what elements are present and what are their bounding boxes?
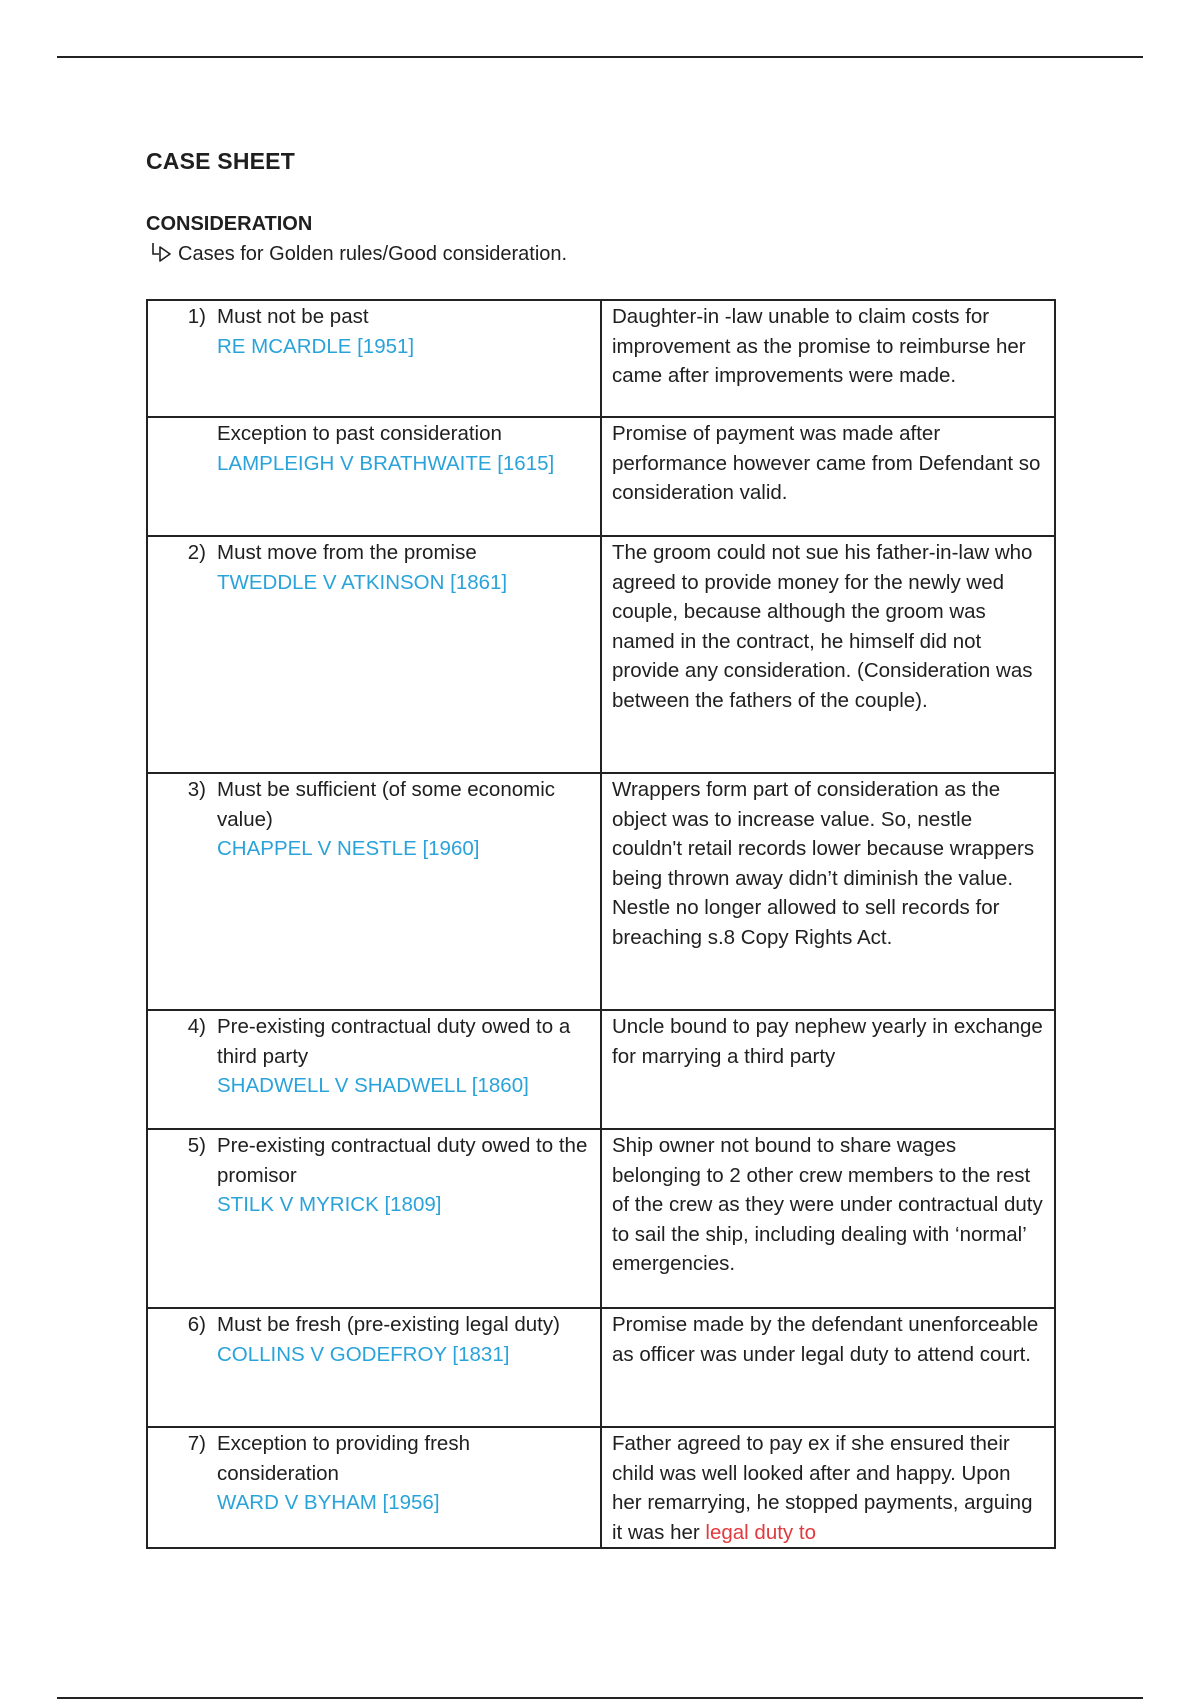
case-description: Promise made by the defendant unenforceable as officer was under legal duty to attend court. <box>612 1313 1039 1366</box>
row-number: 1) <box>187 305 206 328</box>
description-cell <box>601 417 1055 536</box>
rule-text: Must be sufficient (of some economic value) <box>217 778 556 831</box>
case-description: The groom could not sue his father-in-law who agreed to provide money for the newly wed couple, because although the groom was named in the contract, he himself did not provide any consideration. (Consideration was between the fathers of the couple). <box>612 541 1033 712</box>
rule-text: Must be fresh (pre-existing legal duty) <box>217 1313 560 1336</box>
return-arrow-icon <box>150 242 176 266</box>
rule-cell <box>147 1010 601 1129</box>
case-description: Ship owner not bound to share wages belonging to 2 other crew members to the rest of the crew as they were under contractual duty to sail the ship, including dealing with ‘normal’ emergencies. <box>612 1134 1043 1275</box>
row-number <box>148 419 217 478</box>
section-heading: CONSIDERATION <box>146 213 313 235</box>
description-cell <box>601 773 1055 1010</box>
table-row <box>147 417 1055 536</box>
subheading-note <box>150 242 567 266</box>
case-name: STILK V MYRICK [1809] <box>217 1193 442 1216</box>
rule-cell <box>147 1308 601 1427</box>
case-description: Father agreed to pay ex if she ensured their child was well looked after and happy. Upon her remarrying, he stopped payments, arguing it was her <box>612 1432 1033 1544</box>
description-cell <box>601 1010 1055 1129</box>
description-cell <box>601 1129 1055 1308</box>
case-name: CHAPPEL V NESTLE [1960] <box>217 837 480 860</box>
highlighted-text: legal duty to <box>705 1520 816 1544</box>
case-name: WARD V BYHAM [1956] <box>217 1491 440 1514</box>
rule-text: Pre-existing contractual duty owed to the promisor <box>217 1134 588 1187</box>
rule-text: Pre-existing contractual duty owed to a third party <box>217 1015 571 1068</box>
description-cell <box>601 1308 1055 1427</box>
table-row <box>147 1129 1055 1308</box>
row-number: 7) <box>187 1432 206 1455</box>
case-name: RE MCARDLE [1951] <box>217 334 415 358</box>
rule-cell <box>147 1427 601 1548</box>
case-description: Daughter-in -law unable to claim costs for improvement as the promise to reimburse her came after improvements were made. <box>612 305 1026 387</box>
rule-text: Exception to providing fresh consideration <box>217 1432 470 1485</box>
table-row <box>147 536 1055 773</box>
case-description: Promise of payment was made after performance however came from Defendant so consideration valid. <box>612 422 1041 504</box>
rule-text: Must not be past <box>217 305 369 328</box>
case-name: TWEDDLE V ATKINSON [1861] <box>217 570 508 594</box>
rule-cell <box>147 773 601 1010</box>
table-row <box>147 1308 1055 1427</box>
rule-cell <box>147 417 601 536</box>
rule-cell <box>147 300 601 417</box>
case-name: COLLINS V GODEFROY [1831] <box>217 1342 510 1366</box>
table-row <box>147 1427 1055 1548</box>
row-number: 3) <box>187 778 206 801</box>
row-number: 4) <box>187 1015 206 1038</box>
case-name: LAMPLEIGH V BRATHWAITE [1615] <box>217 451 555 475</box>
description-cell <box>601 1427 1055 1548</box>
footer-rule <box>57 1697 1143 1699</box>
subheading-text: Cases for Golden rules/Good consideration. <box>178 242 568 265</box>
row-number: 2) <box>187 541 206 564</box>
description-cell <box>601 536 1055 773</box>
case-name: SHADWELL V SHADWELL [1860] <box>217 1074 529 1097</box>
case-description: Wrappers form part of consideration as the object was to increase value. So, nestle couldn't retail records lower because wrappers being thrown away didn’t diminish the value. Nestle no longer allowed to sell records for breaching s.8 Copy Rights Act. <box>612 778 1035 949</box>
rule-text: Exception to past consideration <box>217 422 502 445</box>
row-number: 6) <box>187 1313 206 1336</box>
rule-text: Must move from the promise <box>217 541 477 564</box>
table-row <box>147 1010 1055 1129</box>
table-row <box>147 300 1055 417</box>
description-cell <box>601 300 1055 417</box>
rule-cell <box>147 536 601 773</box>
rule-cell <box>147 1129 601 1308</box>
case-description: Uncle bound to pay nephew yearly in exchange for marrying a third party <box>612 1015 1043 1068</box>
row-number: 5) <box>187 1134 206 1157</box>
case-table <box>146 299 1056 1549</box>
header-rule <box>57 56 1143 58</box>
page-title: CASE SHEET <box>146 148 295 174</box>
table-row <box>147 773 1055 1010</box>
